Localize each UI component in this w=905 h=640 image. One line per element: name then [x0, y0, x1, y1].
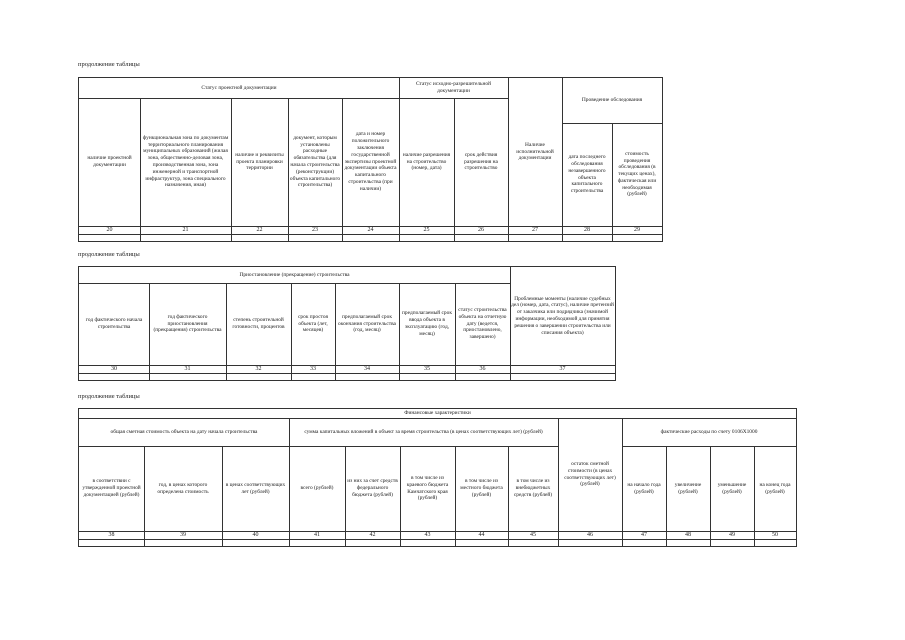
group-actual-expenses: фактические расходы по счету 0106Х1000: [660, 428, 758, 435]
column-number: 35: [424, 365, 430, 372]
group-survey: Проведение обследования: [581, 97, 643, 104]
group-total-cost: общая сметная стоимость объекта на дату начала строительства: [110, 428, 258, 435]
group-capital-investments: сумма капитальных вложений в объект за время строительства (в ценах соответствующих лет) (рублей): [304, 428, 543, 435]
column-number: 27: [532, 226, 538, 233]
group-status-permits: Статус исходно-разрешительной документации: [416, 81, 491, 94]
group-status-project-docs: Статус проектной документации: [201, 84, 277, 91]
column-number: 29: [634, 226, 640, 233]
header-construction-status: статус строительства объекта на отчетную дату (ведется, приостановлено, завершено): [458, 307, 507, 341]
header-planning-project: наличие и реквизиты проекта планировки территории: [235, 151, 284, 172]
header-decrease: уменьшение (рублей): [717, 481, 747, 495]
column-number: 49: [729, 531, 735, 538]
header-expertise-conclusion: дата и номер положительного заключения государственной экспертизы проектной документации объекта капитального строительства (при наличии): [344, 131, 397, 192]
table3: [78, 408, 797, 547]
column-number: 46: [587, 531, 593, 538]
header-approved-cost: в соответствии с утвержденной проектной документацией (рублей): [82, 478, 141, 498]
column-number: 31: [184, 365, 191, 372]
column-number: 21: [182, 226, 189, 233]
header-downtime: срок простоя объекта (лет, месяцев): [298, 313, 328, 334]
header-cost-year: год, в ценах которого определена стоимость: [157, 481, 209, 495]
column-number: 22: [256, 226, 263, 233]
header-project-docs: наличие проектной документации: [87, 155, 132, 168]
column-number: 38: [108, 531, 115, 538]
table1: [78, 77, 663, 242]
group-financial: Финансовые характеристики: [404, 410, 471, 417]
table1-caption: продолжение таблицы: [78, 61, 140, 68]
header-expense-document: документ, которым установлены расходные обязательства (для начала строительства (реконструкции) объекта капитального строительства): [289, 134, 341, 189]
table3-caption: продолжение таблицы: [78, 393, 140, 400]
column-number: 26: [478, 226, 484, 233]
column-number: 50: [772, 531, 778, 538]
column-number: 36: [479, 365, 486, 372]
column-number: 43: [424, 531, 431, 538]
header-year-end: на конец года (рублей): [759, 481, 791, 495]
column-number: 37: [559, 365, 566, 372]
header-executive-docs: Наличие исполнительной документации: [516, 141, 554, 162]
header-estimate-balance: остаток сметной стоимости (в ценах соответствующих лет) (рублей): [564, 460, 616, 488]
header-permit-validity: срок действия разрешения на строительство: [464, 151, 498, 172]
column-number: 30: [111, 365, 117, 372]
column-number: 40: [252, 531, 259, 538]
header-survey-cost: стоимость проведения обследования (в текущих ценах), фактическая или необходимая (рублей): [617, 150, 657, 198]
column-number: 32: [255, 365, 262, 372]
header-suspension-year: год фактического приостановления (прекращения) строительства: [153, 313, 222, 334]
column-number: 20: [106, 226, 113, 233]
column-number: 33: [310, 365, 316, 372]
header-regional-budget: в том числе из краевого бюджета Камчатского края (рублей): [406, 474, 449, 502]
column-number: 47: [641, 531, 647, 538]
column-number: 23: [312, 226, 318, 233]
header-total-investment: всего (рублей): [300, 485, 334, 492]
column-number: 28: [584, 226, 590, 233]
header-expected-completion: предполагаемый срок окончания строительства (год, месяц): [338, 313, 396, 334]
header-functional-zone: функциональная зона по документам территориального планирования муниципальных образований (жилая зона, общественно-деловая зона, производственная зона, зона инженерной и транспортной инфраструктур, зона специального назначения, иная): [142, 134, 229, 189]
table2: [78, 266, 616, 381]
header-federal-budget: из них за счет средств федерального бюджета (рублей): [347, 478, 398, 498]
header-increase: увеличение (рублей): [674, 481, 702, 495]
header-year-start: на начало года (рублей): [627, 481, 661, 495]
column-number: 44: [478, 531, 485, 538]
group-problems: Проблемные моменты (наличие судебных дел (номер, дата, статус), наличие претензий от заказчика или подрядчика (значимой информации, необходимой для принятия решения о завершении строительства или списания объекта): [511, 295, 614, 336]
table2-caption: продолжение таблицы: [78, 251, 140, 258]
column-number: 39: [180, 531, 186, 538]
header-building-permit: наличие разрешения на строительство (номер, дата): [402, 151, 451, 172]
column-number: 48: [685, 531, 691, 538]
group-suspension: Приостановление (прекращение) строительства: [239, 271, 350, 278]
header-cost-current-prices: в ценах соответствующих лет (рублей): [225, 481, 286, 495]
header-readiness-percent: степень строительной готовности, процентов: [232, 317, 285, 330]
column-number: 34: [364, 365, 370, 372]
header-last-survey-date: дата последнего обследования незавершенного объекта капитального строительства: [568, 154, 606, 195]
header-extrabudgetary: в том числе из внебюджетных средств (рублей): [513, 478, 553, 498]
header-expected-commissioning: предполагаемый срок ввода объекта в эксплуатацию (год, месяц): [402, 310, 452, 337]
column-number: 42: [369, 531, 376, 538]
column-number: 45: [530, 531, 536, 538]
column-number: 24: [367, 226, 374, 233]
header-local-budget: в том числе из местного бюджета (рублей): [460, 478, 503, 498]
column-number: 25: [423, 226, 430, 233]
column-number: 41: [314, 531, 320, 538]
header-actual-start-year: год фактического начала строительства: [85, 317, 143, 330]
